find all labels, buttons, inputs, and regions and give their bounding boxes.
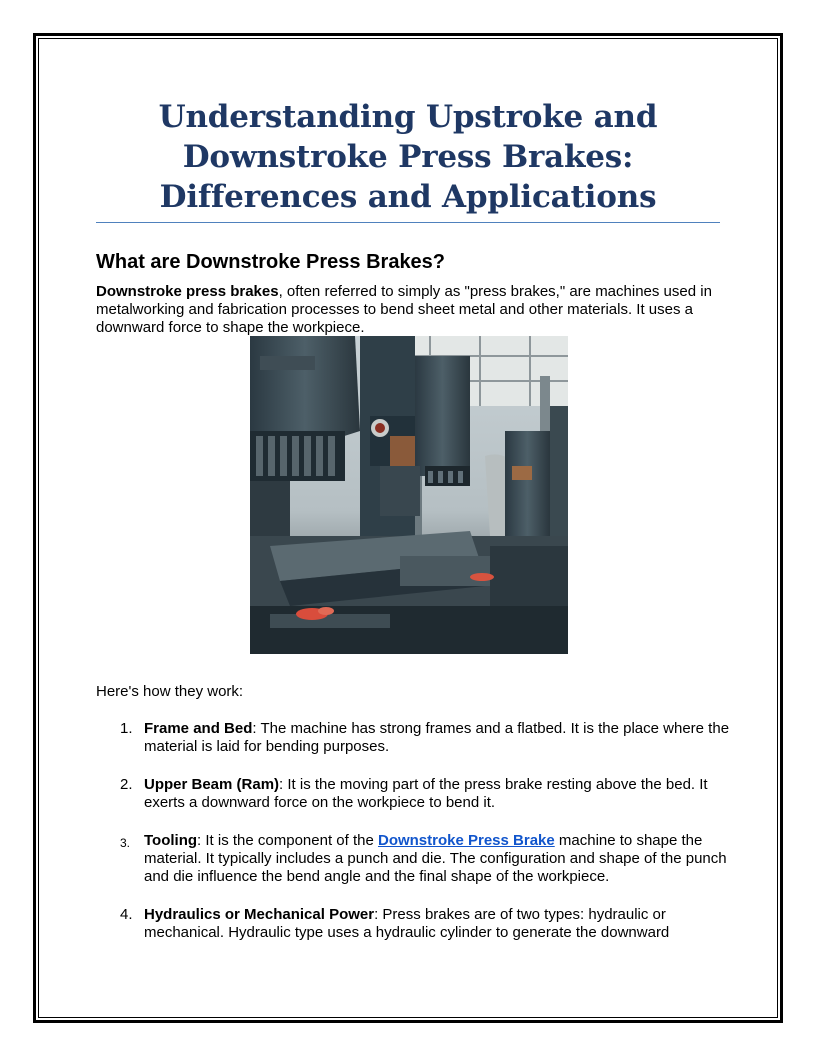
downstroke-press-brake-link[interactable]: Downstroke Press Brake [377,832,555,849]
step-text: : It is the component of the [197,832,378,849]
step-text: machine to shape the material. It typically includes a punch and die. The configuration and shape of the punch and die influence the bend angle and the final shape of the workpiece. [144,832,727,885]
list-item [96,906,736,942]
section-heading: What are Downstroke Press Brakes? [96,251,446,273]
how-they-work-intro: Here's how they work: [96,683,244,700]
step-term: Tooling [144,832,198,849]
title-underline [96,222,720,223]
step-term: Upper Beam (Ram) [144,776,280,793]
list-item [96,776,736,812]
list-number: 1. [120,720,133,737]
intro-paragraph [96,283,736,337]
step-text: : It is the moving part of the press brake resting above the bed. It exerts a downward force on the workpiece to bend it. [144,776,708,811]
intro-bold-term: Downstroke press brakes [96,283,279,300]
list-item [96,832,736,886]
step-text: : Press brakes are of two types: hydraulic or mechanical. Hydraulic type uses a hydraulic cylinder to generate the downward [144,906,670,941]
step-term: Frame and Bed [144,720,253,737]
list-number: 4. [120,906,133,923]
intro-text: , often referred to simply as "press brakes," are machines used in metalworking and fabrication processes to bend sheet metal and other materials. It uses a downward force to shape the workpiece. [96,283,712,336]
steps-list [96,720,736,962]
step-term: Hydraulics or Mechanical Power [144,906,375,923]
step-text: : The machine has strong frames and a flatbed. It is the place where the material is laid for bending purposes. [144,720,730,755]
list-item [96,720,736,756]
list-number: 2. [120,776,133,793]
press-brake-photo [250,336,568,654]
document-title: Understanding Upstroke and Downstroke Press Brakes: Differences and Applications [158,99,658,215]
list-number: 3. [120,836,131,850]
